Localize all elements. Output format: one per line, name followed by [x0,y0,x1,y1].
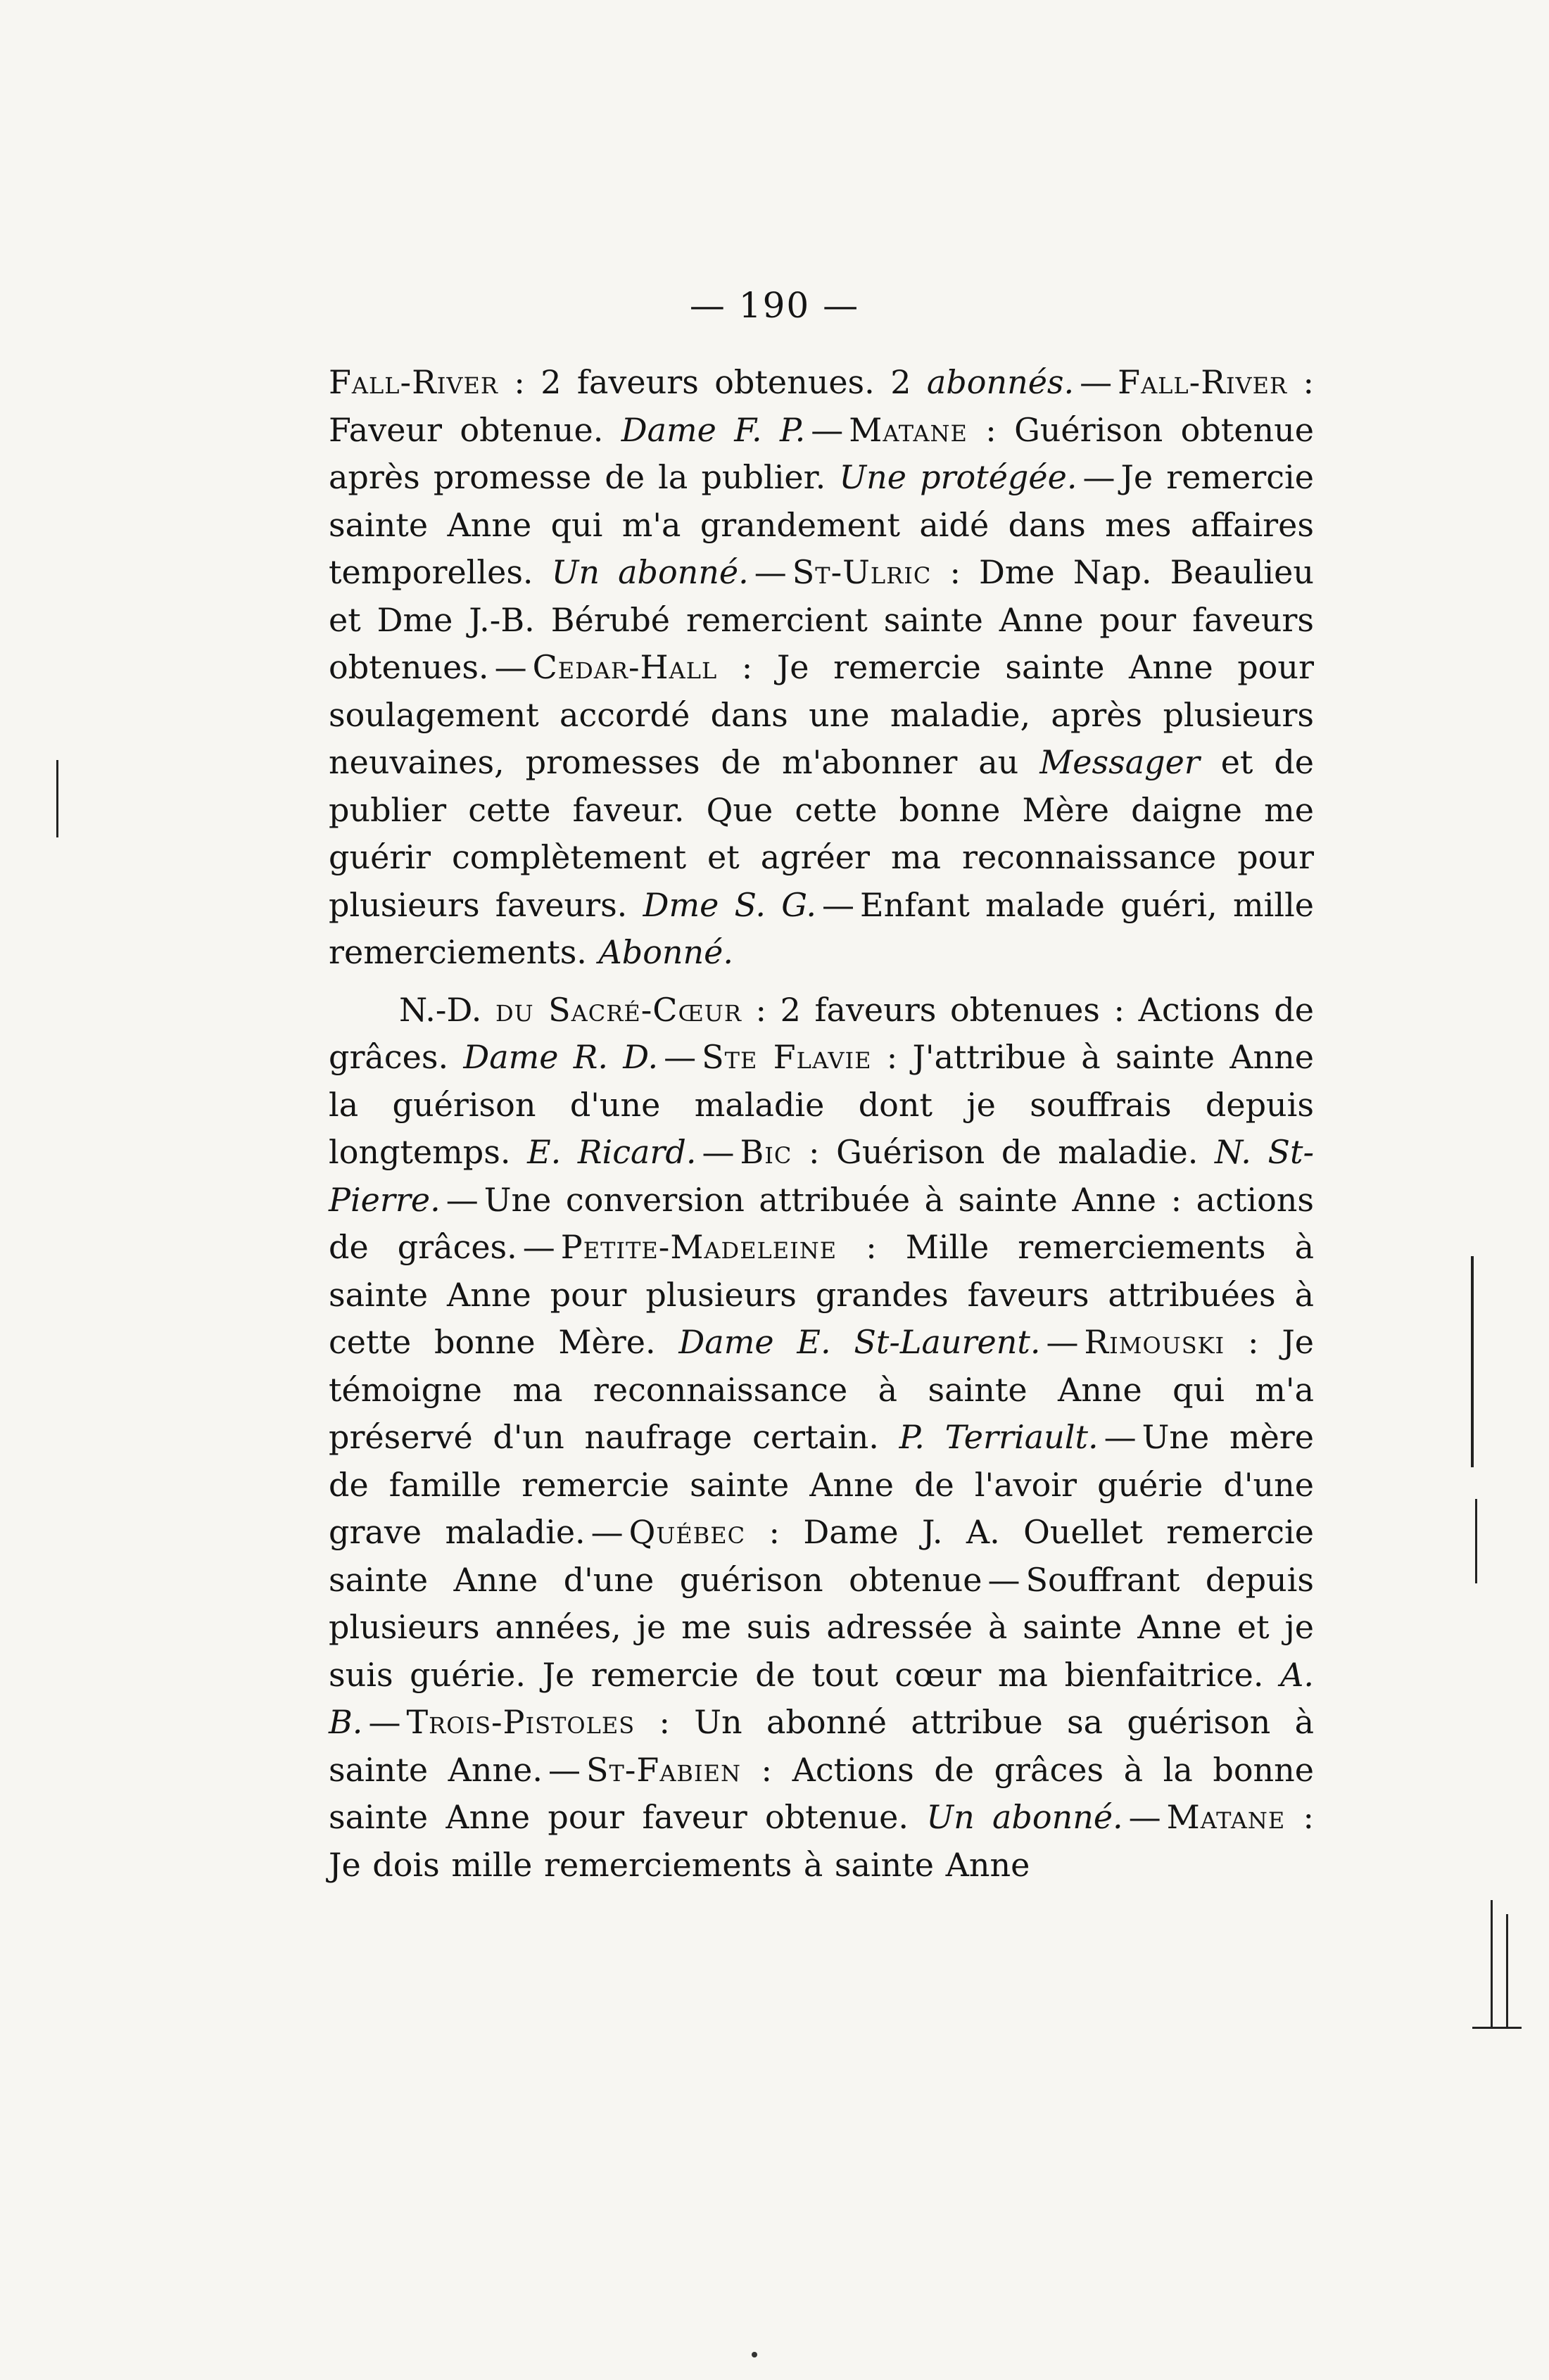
signature: Un abonné. [551,553,749,591]
place-name: Cedar-Hall [532,648,718,686]
place-name: Ste Flavie [702,1038,872,1076]
place-name: Québec [628,1513,746,1551]
body-text: : Guérison de maladie. [792,1133,1215,1171]
separator-dash: — [522,1228,555,1266]
signature: abonnés. [926,363,1075,401]
body-text: : Dme Nap. Beaulieu et Dme J.-B. Bérubé remercient sainte Anne pour faveurs obtenues. [329,553,1314,686]
place-name: Matane [849,410,968,449]
signature: E. Ricard. [527,1133,697,1171]
place-name: Petite-Madeleine [560,1228,837,1266]
separator-dash: — [1104,1418,1137,1456]
scan-margin-mark [1491,1900,1493,2027]
separator-dash: — [590,1513,624,1551]
paragraph [329,359,1314,977]
body-text: Souffrant depuis plusieurs années, je me suis adressée à sainte Anne et je suis guérie. Je remercie de tout cœur ma bienfaitrice. [329,1560,1314,1694]
body-text: : Mille remerciements à sainte Anne pour plusieurs grandes faveurs attribuées à cette bonne Mère. [329,1228,1314,1361]
scan-margin-mark [1471,1256,1474,1467]
separator-dash: — [1046,1323,1079,1361]
body-text: : J'attribue à sainte Anne la guérison d'une maladie dont je souffrais depuis longtemps. [329,1038,1314,1171]
body-text: : Je dois mille remerciements à sainte Anne [329,1798,1315,1884]
place-name: Matane [1166,1798,1286,1836]
place-name: Fall-River [1118,363,1288,401]
body-text: : Je remercie sainte Anne pour soulagement accordé dans une maladie, après plusieurs neuvaines, promesses de m'abonner au [329,648,1314,781]
scan-margin-mark [56,760,58,837]
body-text: Une mère de famille remercie sainte Anne de l'avoir guérie d'une grave maladie. [329,1418,1314,1551]
scan-margin-mark [1506,1914,1508,2027]
body-text: : Faveur obtenue. [329,363,1314,449]
body-text: : 2 faveurs obtenues : Actions de grâces. [329,990,1314,1076]
body-text: : Actions de grâces à la bonne sainte Anne pour faveur obtenue. [329,1750,1315,1836]
separator-dash: — [1082,458,1115,496]
body-text: Enfant malade guéri, mille remerciements. [329,885,1315,971]
body-text: : Dame J. A. Ouellet remercie sainte Anne d'une guérison obtenue [329,1513,1314,1599]
signature: P. Terriault. [899,1418,1099,1456]
separator-dash: — [664,1038,697,1076]
signature: Une protégée. [839,458,1077,496]
signature: N. St-Pierre. [329,1133,1314,1219]
scan-margin-mark [1475,1499,1477,1583]
place-name: Fall-River [329,363,498,401]
body-text: Une conversion attribuée à sainte Anne : actions de grâces. [329,1180,1314,1266]
paragraph [329,987,1314,1890]
place-name: St-Fabien [586,1750,741,1789]
place-name: Rimouski [1084,1323,1225,1361]
place-name: St-Ulric [792,553,932,591]
separator-dash: — [754,553,787,591]
body-text: : 2 faveurs obtenues. 2 [498,363,927,401]
signature: Un abonné. [926,1798,1123,1836]
separator-dash: — [702,1133,735,1171]
signature: Dame R. D. [463,1038,659,1076]
body-text: : Je témoigne ma reconnaissance à sainte Anne qui m'a préservé d'un naufrage certain. [329,1323,1314,1456]
separator-dash: — [445,1180,479,1219]
body-text: et de publier cette faveur. Que cette bonne Mère daigne me guérir complètement et agréer ma reconnaissance pour plusieurs faveurs. [329,743,1314,924]
separator-dash: — [811,410,844,449]
scan-speck [752,2352,757,2357]
signature: A. B. [329,1655,1314,1741]
signature: Dme S. G. [643,885,817,924]
body-text: : Guérison obtenue après promesse de la publier. [329,410,1314,496]
separator-dash: — [368,1703,401,1741]
separator-dash: — [1080,363,1113,401]
body-text: N.-D. [399,990,495,1029]
page-number: — 190 — [689,285,860,326]
separator-dash: — [987,1560,1020,1599]
separator-dash: — [1128,1798,1161,1836]
signature: Abonné. [598,933,734,971]
signature: Dame F. P. [621,410,806,449]
signature: Messager [1039,743,1200,781]
separator-dash: — [548,1750,581,1789]
text-block [329,359,1314,1889]
place-name: Bic [740,1133,792,1171]
signature: Dame E. St-Laurent. [678,1323,1041,1361]
body-text: Je remercie sainte Anne qui m'a grandement aidé dans mes affaires temporelles. [329,458,1314,591]
place-name: du Sacré-Cœur [495,990,742,1029]
place-name: Trois-Pistoles [406,1703,636,1741]
separator-dash: — [494,648,527,686]
scan-margin-mark [1472,2027,1522,2029]
body-text: : Un abonné attribue sa guérison à sainte Anne. [329,1703,1314,1789]
separator-dash: — [822,885,855,924]
